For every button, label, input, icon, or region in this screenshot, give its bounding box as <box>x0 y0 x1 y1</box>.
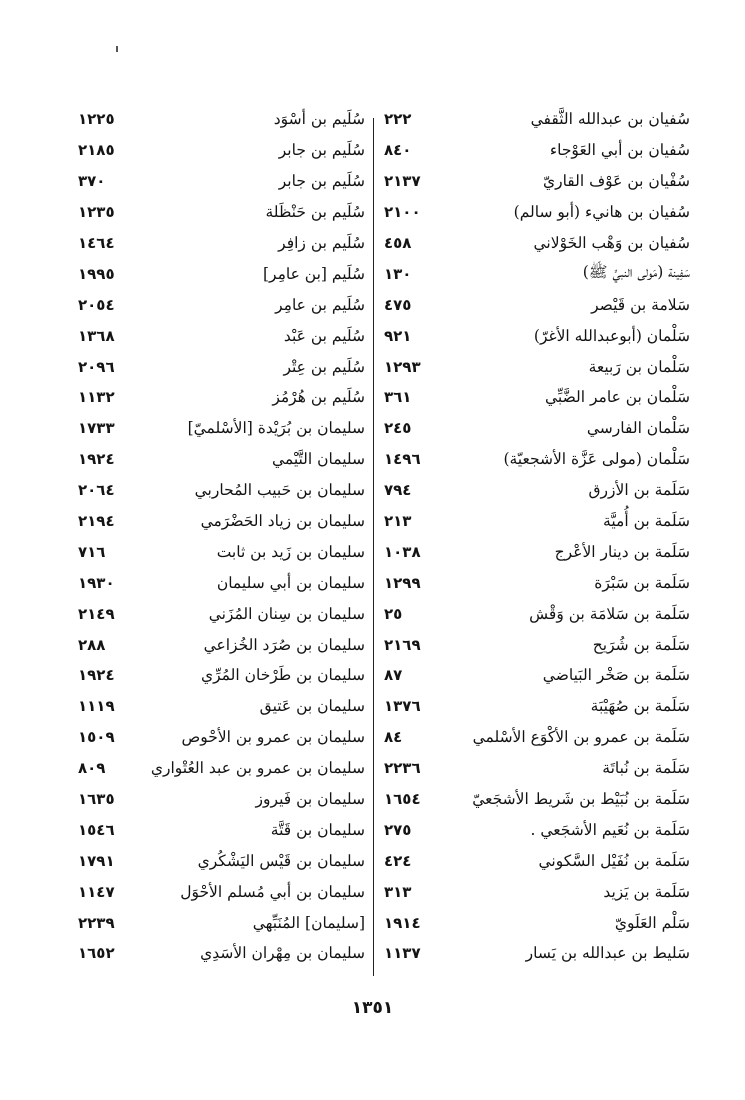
entry-name: سُلَيم بن جابر <box>278 141 365 160</box>
entry-number: ٢٧٥ <box>384 820 412 839</box>
index-column-left <box>78 104 365 969</box>
entry-number: ١١٣٧ <box>384 944 421 963</box>
entry-number: ٩٢١ <box>384 326 412 345</box>
entry-name: سَلَمة بن سَبْرَة <box>594 573 690 592</box>
entry-number: ٢٨٨ <box>78 635 106 654</box>
entry-name: سَلَمة بن نُبَيْط بن شَريط الأشجَعيّ <box>472 790 690 809</box>
entry-name: سُلَيم بن عَبْد <box>283 326 365 345</box>
entry-number: ٢٤٥ <box>384 419 412 438</box>
index-entry <box>384 104 690 135</box>
index-entry <box>78 320 365 351</box>
entry-number: ٢١٤٩ <box>78 604 115 623</box>
index-entry <box>78 104 365 135</box>
entry-number: ١٦٥٤ <box>384 790 421 809</box>
entry-name: سَلَمة بن يَزيد <box>603 882 690 901</box>
entry-name: سَلْمان (مولى عَزَّة الأشجعيّة) <box>503 450 690 469</box>
entry-number: ١١١٩ <box>78 697 115 716</box>
entry-name: سُلَيم بن جابر <box>278 172 365 191</box>
entry-number: ٤٧٥ <box>384 295 412 314</box>
entry-number: ٢٢٣٩ <box>78 913 115 932</box>
index-entry <box>78 629 365 660</box>
entry-name: سليمان بن أبي مُسلم الأحْوَل <box>180 882 365 901</box>
entry-number: ٢٠٩٦ <box>78 357 115 376</box>
entry-name: سُفيان بن وَهْب الخَوْلاني <box>533 234 690 252</box>
index-entry <box>384 691 690 722</box>
index-entry <box>384 722 690 753</box>
entry-name: سَلَمة بن دينار الأعْرج <box>554 542 690 561</box>
entry-name: سَلَمة بن أُميَّة <box>603 512 690 531</box>
entry-name: سليمان بن زياد الحَضْرَمي <box>200 512 365 531</box>
entry-number: ٨٧ <box>384 666 403 685</box>
index-entry <box>78 382 365 413</box>
index-entry <box>384 814 690 845</box>
entry-number: ٢٥ <box>384 604 403 623</box>
entry-name: سَلَمة بن نُفَيْل السَّكوني <box>538 851 690 870</box>
entry-name: سليمان بن حَبيب المُحاربي <box>194 481 365 500</box>
entry-name: سَلَمة بن عمرو بن الأكْوَع الأسْلمي <box>472 728 690 747</box>
index-entry <box>384 938 690 969</box>
entry-number: ٢١٩٤ <box>78 512 115 531</box>
entry-number: ١٣٦٨ <box>78 326 115 345</box>
index-entry <box>384 475 690 506</box>
index-entry <box>384 536 690 567</box>
index-entry <box>78 691 365 722</box>
entry-name: سَلَمة بن صَخْر البَياضي <box>542 666 690 685</box>
entry-name: سَليط بن عبدالله بن يَسار <box>525 944 690 963</box>
entry-name: سُلَيم بن هُرْمُز <box>272 388 365 407</box>
entry-number: ١٥٤٦ <box>78 820 115 839</box>
index-entry <box>384 907 690 938</box>
entry-number: ١٩١٤ <box>384 913 421 932</box>
entry-number: ٨٤٠ <box>384 141 412 160</box>
index-entry <box>384 598 690 629</box>
entry-number: ١٢٩٩ <box>384 573 421 592</box>
index-entry <box>384 228 690 259</box>
entry-name: سُفيان بن عبدالله الثَّقفي <box>530 110 690 129</box>
index-entry <box>78 197 365 228</box>
entry-number: ١٠٣٨ <box>384 542 421 561</box>
index-entry <box>384 258 690 289</box>
entry-number: ٢٢٣٦ <box>384 759 421 778</box>
entry-name: سُلَيم [بن عامِر] <box>263 264 365 283</box>
entry-name: سليمان بن أبي سليمان <box>216 573 365 592</box>
entry-name: سَلَمة بن سَلامَة بن وَقْش <box>529 604 690 623</box>
entry-name: سَفِينة (مَولى النبيِّ ﷺ) <box>582 263 690 282</box>
entry-name: سَلامة بن قَيْصر <box>591 295 690 314</box>
entry-name: سَلْمان بن رَبيعة <box>588 357 690 376</box>
entry-name: سُلَيم بن أسْوَد <box>273 110 365 129</box>
entry-number: ٧١٦ <box>78 542 106 561</box>
entry-name: سليمان بن بُرَيْدة [الأسْلميّ] <box>187 419 365 438</box>
index-entry <box>384 660 690 691</box>
entry-name: سَلْمان الفارسي <box>586 419 690 438</box>
index-entry <box>78 722 365 753</box>
index-entry <box>384 845 690 876</box>
entry-name: سليمان التَّيْمي <box>271 450 365 469</box>
entry-name: [سليمان] المُنَبِّهي <box>252 913 365 932</box>
entry-number: ١٦٣٥ <box>78 790 115 809</box>
index-entry <box>78 166 365 197</box>
entry-name: سَلَمة بن الأزرق <box>588 481 690 500</box>
entry-number: ٣٦١ <box>384 388 412 407</box>
index-entry <box>384 382 690 413</box>
entry-number: ١٣٠ <box>384 264 412 283</box>
entry-number: ١٧٩١ <box>78 851 115 870</box>
entry-name: سليمان بن عمرو بن عبد العُتْواري <box>150 759 365 778</box>
entry-number: ٣٧٠ <box>78 172 106 191</box>
entry-number: ٨٠٩ <box>78 759 106 778</box>
index-entry <box>78 876 365 907</box>
index-entry <box>78 567 365 598</box>
entry-number: ١٥٠٩ <box>78 728 115 747</box>
index-entry <box>78 660 365 691</box>
entry-name: سليمان بن قَتَّة <box>270 820 365 839</box>
entry-number: ٢٢٢ <box>384 110 412 129</box>
index-entry <box>78 938 365 969</box>
entry-number: ٢١٠٠ <box>384 203 421 222</box>
entry-number: ١٢٣٥ <box>78 203 115 222</box>
index-entry <box>78 814 365 845</box>
index-entry <box>78 598 365 629</box>
entry-number: ١٢٢٥ <box>78 110 115 129</box>
entry-number: ١٩٢٤ <box>78 666 115 685</box>
index-entry <box>384 876 690 907</box>
index-entry <box>384 166 690 197</box>
entry-number: ٢٠٦٤ <box>78 481 115 500</box>
entry-name: سَلَمة بن صُهَيْبَة <box>590 697 690 716</box>
index-entry <box>78 784 365 815</box>
entry-number: ٢١٦٩ <box>384 635 421 654</box>
entry-number: ١١٣٢ <box>78 388 115 407</box>
entry-number: ٢٠٥٤ <box>78 295 115 314</box>
index-entry <box>384 320 690 351</box>
page-number: ١٣٥١ <box>351 998 394 1018</box>
entry-number: ٢١٣ <box>384 512 412 531</box>
margin-mark <box>116 46 118 52</box>
entry-number: ٢١٣٧ <box>384 172 421 191</box>
index-entry <box>384 506 690 537</box>
index-entry <box>384 135 690 166</box>
entry-number: ١٢٩٣ <box>384 357 421 376</box>
index-entry <box>78 475 365 506</box>
index-entry <box>78 289 365 320</box>
index-entry <box>78 351 365 382</box>
index-entry <box>78 258 365 289</box>
index-entry <box>78 845 365 876</box>
entry-name: سُلَيم بن عِتْر <box>283 357 365 376</box>
entry-number: ١٩٣٠ <box>78 573 115 592</box>
entry-number: ٤٥٨ <box>384 234 412 252</box>
entry-name: سَلْمان بن عامر الضَّبِّي <box>545 388 690 407</box>
entry-name: سُفيان بن هانيء (أبو سالم) <box>513 203 690 222</box>
entry-number: ١٤٩٦ <box>384 450 421 469</box>
index-entry <box>384 413 690 444</box>
entry-number: ١١٤٧ <box>78 882 115 901</box>
entry-number: ١٩٩٥ <box>78 264 115 283</box>
entry-name: سليمان بن سِنان المُزَني <box>208 604 365 623</box>
entry-name: سُلَيم بن زافِر <box>278 234 365 252</box>
entry-number: ١٩٢٤ <box>78 450 115 469</box>
index-entry <box>78 753 365 784</box>
entry-number: ٨٤ <box>384 728 403 747</box>
index-entry <box>78 228 365 259</box>
entry-name: سُفيان بن أبي العَوْجاء <box>549 141 690 160</box>
index-entry <box>78 135 365 166</box>
entry-name: سليمان بن طَرْخان المُرِّي <box>200 666 365 685</box>
entry-name: سليمان بن صُرَد الخُزاعي <box>203 635 365 654</box>
entry-name: سليمان بن فَيروز <box>255 790 365 809</box>
index-entry <box>78 506 365 537</box>
entry-name: سليمان بن زَيد بن ثابت <box>216 542 365 561</box>
index-entry <box>78 413 365 444</box>
entry-number: ١٦٥٢ <box>78 944 115 963</box>
index-entry <box>78 907 365 938</box>
entry-number: ٣١٣ <box>384 882 412 901</box>
entry-number: ١٣٧٦ <box>384 697 421 716</box>
entry-name: سليمان بن قَيْس اليَشْكُري <box>197 851 365 870</box>
index-entry <box>384 197 690 228</box>
entry-name: سُفْيان بن عَوْف القاريّ <box>542 172 690 191</box>
entry-number: ١٧٣٣ <box>78 419 115 438</box>
entry-number: ٤٢٤ <box>384 851 412 870</box>
entry-name: سُلَيم بن حَنْظَلة <box>265 203 365 222</box>
entry-number: ٢١٨٥ <box>78 141 115 160</box>
column-divider <box>373 118 374 976</box>
index-entry <box>78 536 365 567</box>
entry-name: سَلَمة بن نُباتَة <box>602 759 690 778</box>
entry-name: سَلْم العَلَويّ <box>614 913 690 932</box>
index-column-right <box>384 104 690 969</box>
index-entry <box>384 784 690 815</box>
entry-name: سُلَيم بن عامِر <box>275 295 365 314</box>
index-entry <box>384 629 690 660</box>
index-entry <box>384 444 690 475</box>
entry-name: سَلَمة بن شُرَيح <box>592 635 690 654</box>
index-entry <box>78 444 365 475</box>
entry-name: سليمان بن عَتيق <box>259 697 365 716</box>
index-entry <box>384 753 690 784</box>
entry-name: سليمان بن عمرو بن الأحْوص <box>181 728 365 747</box>
entry-number: ٧٩٤ <box>384 481 412 500</box>
entry-name: سَلَمة بن نُعَيم الأشجَعي . <box>530 820 690 839</box>
index-entry <box>384 567 690 598</box>
index-entry <box>384 351 690 382</box>
entry-name: سَلْمان (أبوعبدالله الأغرّ) <box>533 326 690 345</box>
entry-number: ١٤٦٤ <box>78 234 115 252</box>
entry-name: سليمان بن مِهْران الأسَدِي <box>200 944 365 963</box>
index-entry <box>384 289 690 320</box>
